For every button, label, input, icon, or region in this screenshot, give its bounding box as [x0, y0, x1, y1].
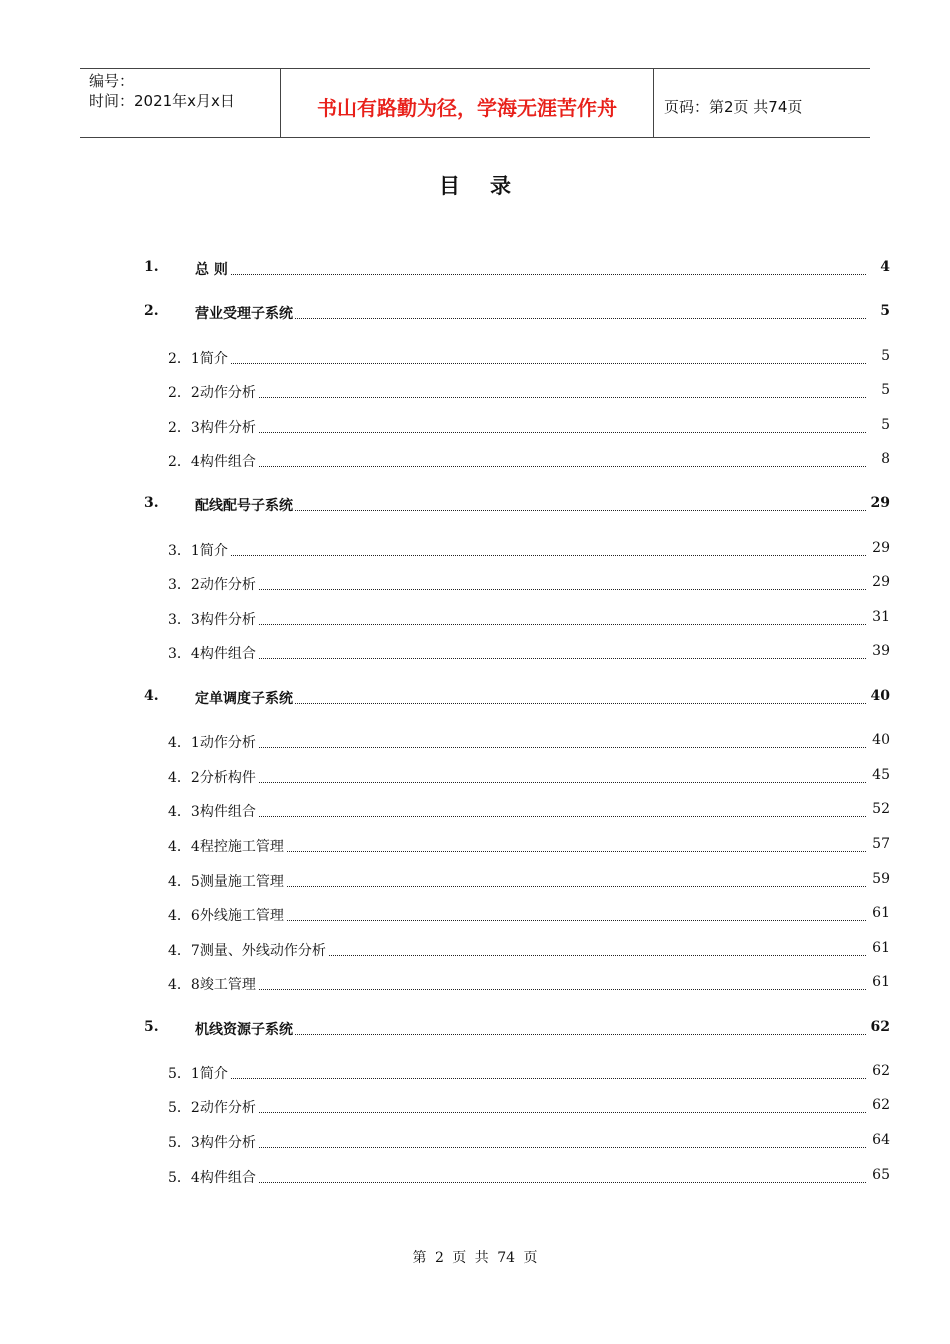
toc-page-number: 5 [880, 303, 890, 319]
toc-dot-leader [195, 259, 890, 281]
toc-chapter-entry[interactable] [0, 1019, 890, 1041]
toc-section-entry[interactable] [0, 1063, 890, 1085]
toc-page-number: 31 [872, 609, 890, 625]
toc-section-entry[interactable] [0, 871, 890, 893]
toc-entry-label: 3．4构件组合 [168, 643, 258, 663]
toc-entry-label: 5．4构件组合 [168, 1167, 258, 1187]
toc-section-entry[interactable] [0, 1167, 890, 1189]
toc-dot-leader [168, 574, 890, 596]
toc-section-entry[interactable] [0, 801, 890, 823]
toc-page-number: 40 [872, 732, 890, 748]
page-footer: 第 2 页 共 74 页 [412, 1250, 538, 1266]
toc-dot-leader [168, 643, 890, 665]
toc-dot-leader [195, 303, 890, 325]
toc-chapter-entry[interactable] [0, 259, 890, 281]
toc-entry-label: 4．2分析构件 [168, 767, 258, 787]
toc-page-number: 40 [870, 688, 890, 704]
toc-page-number: 52 [872, 801, 890, 817]
toc-entry-label: 4．6外线施工管理 [168, 905, 286, 925]
toc-chapter-number: 5. [144, 1019, 159, 1035]
toc-entry-label: 3．1简介 [168, 540, 230, 560]
toc-entry-label: 4．8竣工管理 [168, 974, 258, 994]
header-page-info: 页码：第2页 共74页 [664, 97, 803, 116]
toc-dot-leader [168, 767, 890, 789]
toc-section-entry[interactable] [0, 540, 890, 562]
toc-page-number: 62 [872, 1063, 890, 1079]
toc-section-entry[interactable] [0, 417, 890, 439]
header-meta [80, 69, 281, 137]
toc-section-entry[interactable] [0, 643, 890, 665]
toc-dot-leader [168, 382, 890, 404]
toc-chapter-number: 2. [144, 303, 159, 319]
toc-section-entry[interactable] [0, 451, 890, 473]
toc-page-number: 5 [881, 348, 890, 364]
toc-entry-label: 4．4程控施工管理 [168, 836, 286, 856]
toc-entry-label: 总 则 [195, 259, 230, 279]
toc-entry-label: 5．1简介 [168, 1063, 230, 1083]
toc-dot-leader [168, 1167, 890, 1189]
toc-dot-leader [168, 801, 890, 823]
toc-title: 目录 [439, 174, 541, 198]
toc-entry-label: 2．2动作分析 [168, 382, 258, 402]
toc-chapter-number: 3. [144, 495, 159, 511]
header-motto: 书山有路勤为径，学海无涯苦作舟 [281, 69, 654, 137]
toc-dot-leader [168, 1097, 890, 1119]
toc-section-entry[interactable] [0, 767, 890, 789]
toc-entry-label: 4．3构件组合 [168, 801, 258, 821]
toc-page-number: 29 [872, 540, 890, 556]
toc-entry-label: 3．2动作分析 [168, 574, 258, 594]
toc-dot-leader [168, 974, 890, 996]
toc-section-entry[interactable] [0, 348, 890, 370]
toc-page-number: 29 [872, 574, 890, 590]
toc-dot-leader [168, 732, 890, 754]
toc-page-number: 4 [880, 259, 890, 275]
toc-entry-label: 定单调度子系统 [195, 688, 295, 708]
toc-page-number: 65 [872, 1167, 890, 1183]
toc-page-number: 8 [881, 451, 890, 467]
toc-dot-leader [195, 688, 890, 710]
toc-entry-label: 配线配号子系统 [195, 495, 295, 515]
toc-entry-label: 3．3构件分析 [168, 609, 258, 629]
toc-page-number: 5 [881, 417, 890, 433]
toc-page-number: 64 [872, 1132, 890, 1148]
toc-entry-label: 机线资源子系统 [195, 1019, 295, 1039]
toc-entry-label: 4．5测量施工管理 [168, 871, 286, 891]
toc-dot-leader [168, 609, 890, 631]
toc-page-number: 62 [870, 1019, 890, 1035]
toc-dot-leader [168, 1132, 890, 1154]
toc-chapter-entry[interactable] [0, 495, 890, 517]
toc-dot-leader [168, 451, 890, 473]
toc-page-number: 61 [872, 905, 890, 921]
toc-entry-label: 4．7测量、外线动作分析 [168, 940, 328, 960]
toc-section-entry[interactable] [0, 1097, 890, 1119]
toc-chapter-number: 1. [144, 259, 159, 275]
toc-entry-label: 5．2动作分析 [168, 1097, 258, 1117]
toc-section-entry[interactable] [0, 905, 890, 927]
toc-page-number: 57 [872, 836, 890, 852]
toc-section-entry[interactable] [0, 940, 890, 962]
toc-dot-leader [168, 417, 890, 439]
toc-chapter-entry[interactable] [0, 688, 890, 710]
toc-page-number: 45 [872, 767, 890, 783]
toc-section-entry[interactable] [0, 836, 890, 858]
toc-entry-label: 营业受理子系统 [195, 303, 295, 323]
toc-dot-leader [168, 540, 890, 562]
toc-section-entry[interactable] [0, 732, 890, 754]
toc-chapter-number: 4. [144, 688, 159, 704]
toc-section-entry[interactable] [0, 609, 890, 631]
toc-page-number: 62 [872, 1097, 890, 1113]
document-date: 时间：2021年x月x日 [89, 92, 235, 110]
toc-section-entry[interactable] [0, 382, 890, 404]
toc-dot-leader [168, 1063, 890, 1085]
toc-entry-label: 4．1动作分析 [168, 732, 258, 752]
toc-dot-leader [168, 348, 890, 370]
toc-page-number: 5 [881, 382, 890, 398]
toc-entry-label: 2．1简介 [168, 348, 230, 368]
toc-section-entry[interactable] [0, 1132, 890, 1154]
toc-dot-leader [195, 1019, 890, 1041]
document-number-label: 编号： [89, 72, 135, 90]
toc-page-number: 29 [870, 495, 890, 511]
toc-page-number: 39 [872, 643, 890, 659]
toc-entry-label: 2．3构件分析 [168, 417, 258, 437]
toc-page-number: 61 [872, 940, 890, 956]
toc-section-entry[interactable] [0, 974, 890, 996]
toc-page-number: 61 [872, 974, 890, 990]
toc-entry-label: 5．3构件分析 [168, 1132, 258, 1152]
toc-page-number: 59 [872, 871, 890, 887]
toc-section-entry[interactable] [0, 574, 890, 596]
page-header [80, 68, 870, 138]
toc-chapter-entry[interactable] [0, 303, 890, 325]
toc-dot-leader [195, 495, 890, 517]
toc-entry-label: 2．4构件组合 [168, 451, 258, 471]
